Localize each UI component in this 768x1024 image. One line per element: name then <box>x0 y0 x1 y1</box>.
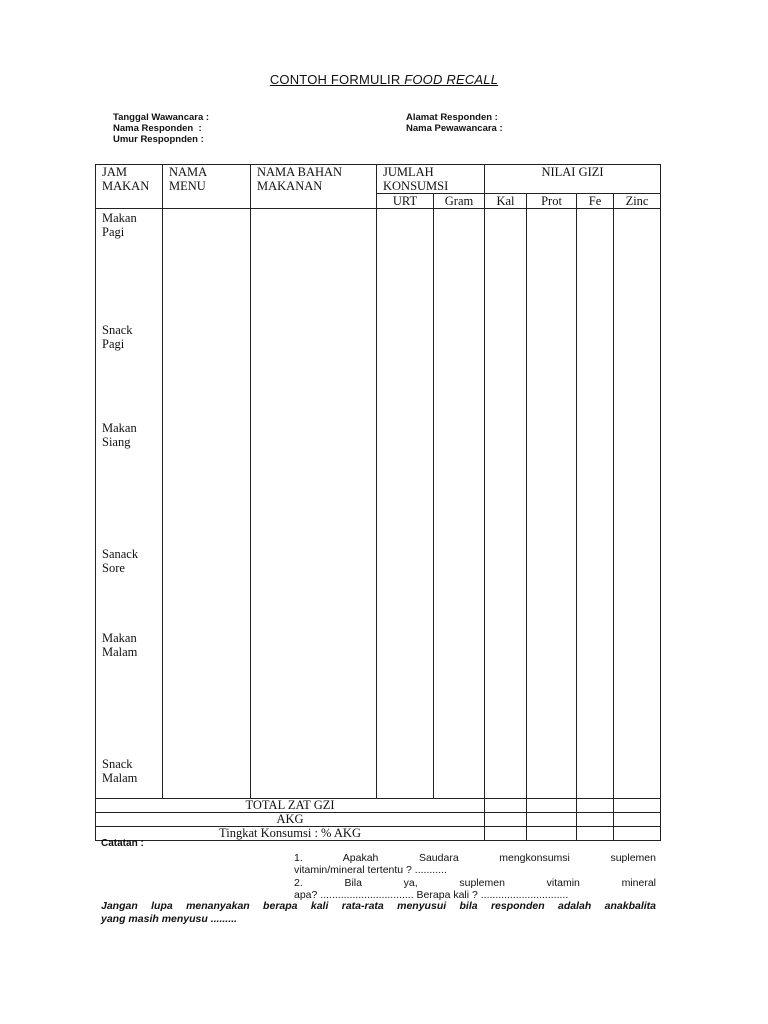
prot-entry-cell[interactable] <box>527 209 577 799</box>
total-kal-cell[interactable] <box>485 799 527 813</box>
meal-makan-siang: Makan Siang <box>102 421 137 449</box>
respondent-info-left <box>113 112 209 145</box>
subheader-fe: Fe <box>577 194 614 209</box>
meal-makan-pagi: Makan Pagi <box>102 211 137 239</box>
subheader-gram: Gram <box>434 194 485 209</box>
total-prot-cell[interactable] <box>527 799 577 813</box>
zinc-entry-cell[interactable] <box>614 209 661 799</box>
field-alamat-responden: Alamat Responden : <box>406 112 498 123</box>
form-title <box>0 72 768 87</box>
akg-row <box>96 813 661 827</box>
meal-snack-pagi: Snack Pagi <box>102 323 133 351</box>
urt-entry-cell[interactable] <box>377 209 434 799</box>
total-zinc-cell[interactable] <box>614 799 661 813</box>
header-jumlah-konsumsi: JUMLAH KONSUMSI <box>377 165 485 194</box>
header-nama-bahan-makanan: NAMA BAHAN MAKANAN <box>251 165 377 209</box>
tingkat-konsumsi-row <box>96 827 661 841</box>
field-tanggal-wawancara: Tanggal Wawancara : <box>113 112 210 123</box>
meal-makan-malam: Makan Malam <box>102 631 138 659</box>
food-recall-table <box>95 164 661 841</box>
notes-label: Catatan : <box>101 838 144 849</box>
gram-entry-cell[interactable] <box>434 209 485 799</box>
subheader-prot: Prot <box>527 194 577 209</box>
meal-snack-sore: Sanack Sore <box>102 547 139 575</box>
question-1: 1. Apakah Saudara mengkonsumsi suplemen vitamin/mineral tertentu ? ........... <box>294 852 656 876</box>
total-fe-cell[interactable] <box>577 799 614 813</box>
menu-entry-cell[interactable] <box>163 209 251 799</box>
pct-fe-cell[interactable] <box>577 827 614 841</box>
akg-kal-cell[interactable] <box>485 813 527 827</box>
total-zat-gizi-label: TOTAL ZAT GZI <box>96 799 485 813</box>
pct-kal-cell[interactable] <box>485 827 527 841</box>
header-nilai-gizi: NILAI GIZI <box>485 165 661 194</box>
subheader-kal: Kal <box>485 194 527 209</box>
akg-prot-cell[interactable] <box>527 813 577 827</box>
header-row <box>96 165 661 194</box>
respondent-info-right <box>406 112 503 134</box>
total-row <box>96 799 661 813</box>
form-title-prefix: CONTOH FORMULIR <box>269 72 405 87</box>
kal-entry-cell[interactable] <box>485 209 527 799</box>
breastfeeding-reminder: Jangan lupa menanyakan berapa kali rata-rata menyusui bila responden adalah anakbalita yang masih menyusu ......... <box>101 900 656 925</box>
field-umur-responden: Umur Respopnden : <box>113 134 204 145</box>
header-nama-menu: NAMA MENU <box>163 165 251 209</box>
form-title-emphasis: FOOD RECALL <box>404 72 499 87</box>
meal-snack-malam: Snack Malam <box>102 757 138 785</box>
meal-times-cell <box>96 209 163 799</box>
field-nama-responden: Nama Responden : <box>113 123 202 134</box>
fe-entry-cell[interactable] <box>577 209 614 799</box>
tingkat-konsumsi-label: Tingkat Konsumsi : % AKG <box>96 827 485 841</box>
akg-fe-cell[interactable] <box>577 813 614 827</box>
meal-body-row <box>96 209 661 799</box>
subheader-zinc: Zinc <box>614 194 661 209</box>
question-2: 2. Bila ya, suplemen vitamin mineral apa? ................................ Berapa kali ? .............................. <box>294 877 656 901</box>
pct-prot-cell[interactable] <box>527 827 577 841</box>
ingredient-entry-cell[interactable] <box>251 209 377 799</box>
header-jam-makan: JAM MAKAN <box>96 165 163 209</box>
field-nama-pewawancara: Nama Pewawancara : <box>406 123 503 134</box>
akg-zinc-cell[interactable] <box>614 813 661 827</box>
pct-zinc-cell[interactable] <box>614 827 661 841</box>
akg-label: AKG <box>96 813 485 827</box>
subheader-urt: URT <box>377 194 434 209</box>
